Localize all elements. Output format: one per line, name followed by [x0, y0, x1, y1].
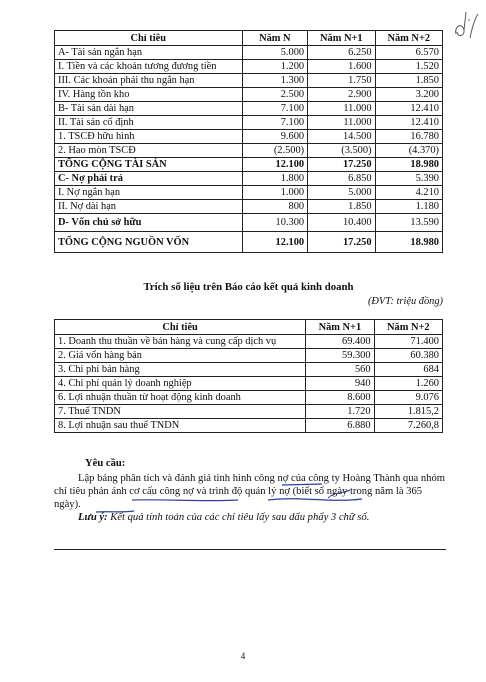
- row-label: 3. Chi phí bán hàng: [55, 363, 306, 377]
- table-row: [55, 214, 443, 232]
- value-cell: 9.076: [374, 391, 442, 405]
- value-cell: (2.500): [242, 144, 308, 158]
- value-cell: 1.600: [308, 60, 375, 74]
- value-cell: 5.000: [242, 46, 308, 60]
- income-statement-table: [54, 319, 443, 433]
- unit-note: (ĐVT: triệu đồng): [367, 296, 443, 307]
- table-header-row: [55, 31, 443, 46]
- value-cell: 13.590: [375, 214, 442, 232]
- table-row: [55, 419, 443, 433]
- total-assets-row: [55, 158, 443, 172]
- table-row: [55, 144, 443, 158]
- value-cell: 2.500: [242, 88, 308, 102]
- value-cell: 4.210: [375, 186, 442, 200]
- value-cell: 6.850: [308, 172, 375, 186]
- value-cell: 18.980: [375, 158, 442, 172]
- value-cell: 60.380: [374, 349, 442, 363]
- value-cell: 1.520: [375, 60, 442, 74]
- value-cell: 1.800: [242, 172, 308, 186]
- value-cell: 18.980: [375, 232, 442, 253]
- value-cell: 17.250: [308, 232, 375, 253]
- value-cell: 12.100: [242, 232, 308, 253]
- value-cell: 6.570: [375, 46, 442, 60]
- header-cell: Năm N: [242, 31, 308, 46]
- value-cell: 5.000: [308, 186, 375, 200]
- value-cell: 9.600: [242, 130, 308, 144]
- header-cell: Năm N+1: [308, 31, 375, 46]
- note-label: Lưu ý:: [78, 512, 108, 523]
- table-row: [55, 60, 443, 74]
- value-cell: 14.500: [308, 130, 375, 144]
- value-cell: 560: [306, 363, 374, 377]
- row-label: I. Tiền và các khoản tương đương tiền: [55, 60, 243, 74]
- value-cell: 1.850: [375, 74, 442, 88]
- row-label: 2. Giá vốn hàng bán: [55, 349, 306, 363]
- value-cell: 6.880: [306, 419, 374, 433]
- value-cell: 1.260: [374, 377, 442, 391]
- value-cell: 5.390: [375, 172, 442, 186]
- row-label: A- Tài sản ngắn hạn: [55, 46, 243, 60]
- row-label: 7. Thuế TNDN: [55, 405, 306, 419]
- note-text: Kết quả tính toán của các chỉ tiêu lấy sau dấu phẩy 3 chữ số.: [110, 512, 370, 523]
- value-cell: 11.000: [308, 116, 375, 130]
- value-cell: 7.100: [242, 116, 308, 130]
- value-cell: 59.300: [306, 349, 374, 363]
- page-number: 4: [240, 651, 246, 661]
- value-cell: 17.250: [308, 158, 375, 172]
- table-row: [55, 88, 443, 102]
- value-cell: 10.300: [242, 214, 308, 232]
- table-row: [55, 200, 443, 214]
- value-cell: 1.750: [308, 74, 375, 88]
- value-cell: 1.200: [242, 60, 308, 74]
- value-cell: 7.100: [242, 102, 308, 116]
- header-cell: Năm N+2: [374, 320, 442, 335]
- row-label: IV. Hàng tồn kho: [55, 88, 243, 102]
- value-cell: 11.000: [308, 102, 375, 116]
- total-liabilities-equity-row: [55, 232, 443, 253]
- header-cell: Năm N+2: [375, 31, 442, 46]
- value-cell: 7.260,8: [374, 419, 442, 433]
- value-cell: 12.100: [242, 158, 308, 172]
- table-row: [55, 186, 443, 200]
- row-label: I. Nợ ngắn hạn: [55, 186, 243, 200]
- requirements-heading: Yêu cầu:: [85, 458, 126, 469]
- value-cell: 1.815,2: [374, 405, 442, 419]
- section-title: Trích số liệu trên Báo cáo kết quả kinh doanh: [143, 281, 354, 293]
- value-cell: 71.400: [374, 335, 442, 349]
- row-label: B- Tài sản dài hạn: [55, 102, 243, 116]
- row-label: II. Nợ dài hạn: [55, 200, 243, 214]
- table-row: [55, 405, 443, 419]
- row-label: 6. Lợi nhuận thuần từ hoạt động kinh doanh: [55, 391, 306, 405]
- note-paragraph: [54, 512, 446, 523]
- table-row: [55, 363, 443, 377]
- value-cell: 800: [242, 200, 308, 214]
- value-cell: 940: [306, 377, 374, 391]
- table-row: [55, 46, 443, 60]
- table-row: [55, 349, 443, 363]
- value-cell: 8.600: [306, 391, 374, 405]
- header-cell: Chỉ tiêu: [55, 320, 306, 335]
- value-cell: 3.200: [375, 88, 442, 102]
- table-row: [55, 391, 443, 405]
- value-cell: 1.180: [375, 200, 442, 214]
- row-label: II. Tài sản cố định: [55, 116, 243, 130]
- balance-sheet-table: [54, 30, 443, 253]
- value-cell: 6.250: [308, 46, 375, 60]
- value-cell: 1.720: [306, 405, 374, 419]
- table-row: [55, 116, 443, 130]
- table-row: [55, 377, 443, 391]
- table-row: [55, 335, 443, 349]
- handwritten-mark: [452, 8, 480, 42]
- table-row: [55, 102, 443, 116]
- row-label: III. Các khoản phải thu ngắn hạn: [55, 74, 243, 88]
- row-label: TỔNG CỘNG NGUỒN VỐN: [55, 232, 243, 253]
- header-cell: Chỉ tiêu: [55, 31, 243, 46]
- value-cell: 16.780: [375, 130, 442, 144]
- requirements-task: Lập bảng phân tích và đánh giá tình hình công nợ của công ty Hoàng Thành qua nhóm chỉ tiêu phản ánh cơ cấu công nợ và trình độ quản lý nợ (biết số ngày trong năm là 365 ngày).: [54, 473, 445, 510]
- value-cell: 12.410: [375, 102, 442, 116]
- row-label: 1. Doanh thu thuần về bán hàng và cung cấp dịch vụ: [55, 335, 306, 349]
- row-label: 1. TSCĐ hữu hình: [55, 130, 243, 144]
- table-header-row: [55, 320, 443, 335]
- header-cell: Năm N+1: [306, 320, 374, 335]
- value-cell: 1.000: [242, 186, 308, 200]
- value-cell: 1.850: [308, 200, 375, 214]
- row-label: C- Nợ phải trả: [55, 172, 243, 186]
- value-cell: (3.500): [308, 144, 375, 158]
- row-label: D- Vốn chủ sở hữu: [55, 214, 243, 232]
- value-cell: (4.370): [375, 144, 442, 158]
- value-cell: 1.300: [242, 74, 308, 88]
- value-cell: 69.400: [306, 335, 374, 349]
- table-row: [55, 172, 443, 186]
- value-cell: 12.410: [375, 116, 442, 130]
- table-row: [55, 130, 443, 144]
- value-cell: 2.900: [308, 88, 375, 102]
- value-cell: 684: [374, 363, 442, 377]
- row-label: TỔNG CỘNG TÀI SẢN: [55, 158, 243, 172]
- value-cell: 10.400: [308, 214, 375, 232]
- row-label: 8. Lợi nhuận sau thuế TNDN: [55, 419, 306, 433]
- divider: [54, 549, 446, 550]
- row-label: 4. Chi phí quản lý doanh nghiệp: [55, 377, 306, 391]
- table-row: [55, 74, 443, 88]
- row-label: 2. Hao mòn TSCĐ: [55, 144, 243, 158]
